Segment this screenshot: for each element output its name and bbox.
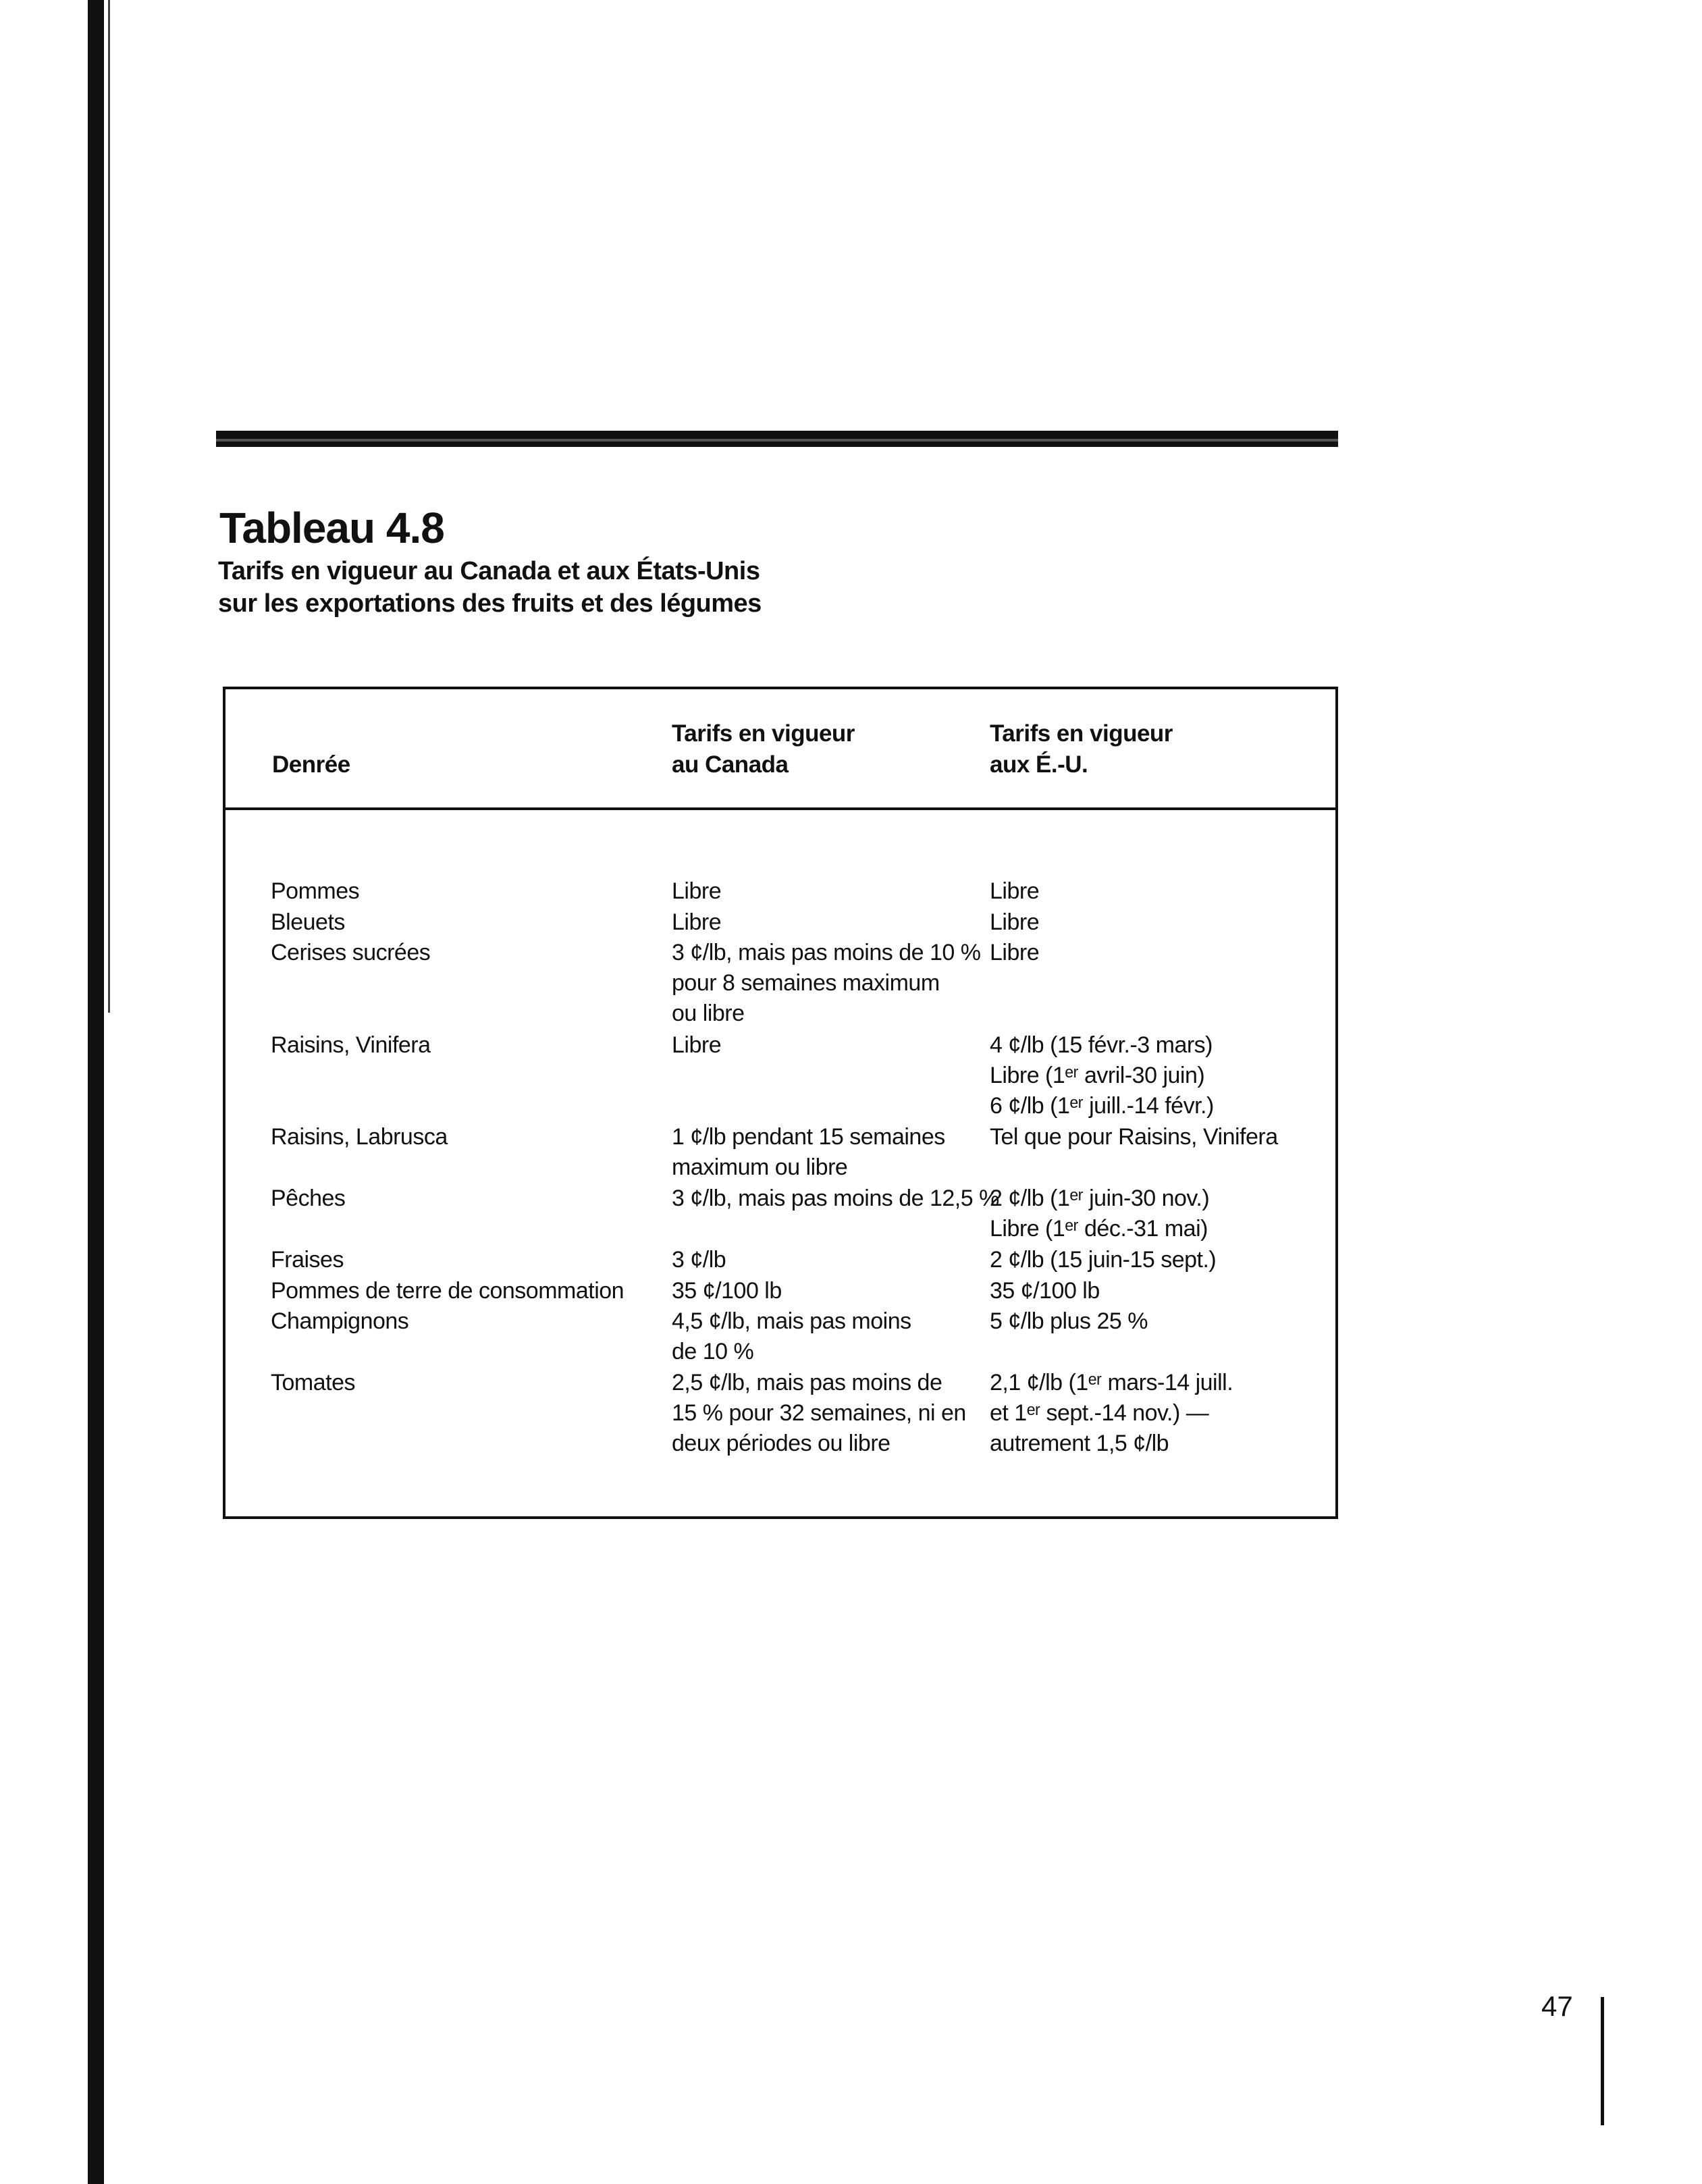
binding-edge bbox=[88, 0, 104, 2184]
table-title: Tableau 4.8 bbox=[219, 504, 444, 552]
header-us bbox=[990, 718, 1173, 780]
cell-commodity bbox=[271, 1245, 344, 1275]
cell-canada bbox=[672, 1030, 721, 1061]
cell-us bbox=[990, 938, 1039, 968]
cell-commodity-line: Raisins, Vinifera bbox=[271, 1032, 431, 1058]
cell-us-line: Libre bbox=[990, 940, 1040, 965]
binding-edge-line bbox=[108, 0, 110, 1013]
cell-us-line: 2,1 ¢/lb (1ᵉʳ mars-14 juill. bbox=[990, 1370, 1233, 1395]
cell-us bbox=[990, 1183, 1209, 1244]
cell-us bbox=[990, 1030, 1214, 1121]
cell-commodity-line: Pêches bbox=[271, 1186, 346, 1211]
page-number-rule bbox=[1601, 1997, 1604, 2125]
header-canada-line-1: Tarifs en vigueur bbox=[672, 720, 855, 747]
cell-commodity-line: Pommes bbox=[271, 878, 360, 904]
cell-canada bbox=[672, 1368, 966, 1459]
cell-canada-line: ou libre bbox=[672, 1001, 745, 1026]
cell-us-line: 2 ¢/lb (15 juin-15 sept.) bbox=[990, 1247, 1217, 1273]
cell-canada bbox=[672, 1276, 782, 1306]
header-us-line-2: aux É.-U. bbox=[990, 751, 1088, 778]
cell-us bbox=[990, 1306, 1148, 1337]
cell-us-line: Tel que pour Raisins, Vinifera bbox=[990, 1124, 1278, 1150]
cell-canada-line: 3 ¢/lb, mais pas moins de 12,5 % bbox=[672, 1186, 999, 1211]
cell-canada-line: Libre bbox=[672, 909, 722, 935]
cell-us bbox=[990, 1368, 1233, 1459]
page-number: 47 bbox=[1541, 1990, 1573, 2022]
cell-canada-line: 15 % pour 32 semaines, ni en bbox=[672, 1400, 966, 1426]
cell-us bbox=[990, 907, 1039, 938]
cell-canada bbox=[672, 938, 980, 1029]
cell-canada-line: 35 ¢/100 lb bbox=[672, 1277, 782, 1304]
cell-us-line: 2 ¢/lb (1ᵉʳ juin-30 nov.) bbox=[990, 1186, 1210, 1211]
cell-canada-line: 2,5 ¢/lb, mais pas moins de bbox=[672, 1370, 942, 1395]
cell-us bbox=[990, 1276, 1100, 1306]
header-commodity: Denrée bbox=[272, 751, 350, 778]
table-subtitle bbox=[218, 555, 762, 620]
cell-us-line: Libre bbox=[990, 878, 1040, 904]
cell-canada bbox=[672, 907, 721, 938]
cell-commodity bbox=[271, 1306, 408, 1337]
cell-commodity bbox=[271, 907, 345, 938]
cell-canada-line: 1 ¢/lb pendant 15 semaines bbox=[672, 1124, 945, 1150]
header-rule bbox=[223, 807, 1338, 810]
cell-commodity-line: Champignons bbox=[271, 1308, 409, 1334]
cell-canada-line: 3 ¢/lb, mais pas moins de 10 % bbox=[672, 940, 981, 965]
cell-canada bbox=[672, 1122, 945, 1183]
cell-us bbox=[990, 876, 1039, 907]
cell-canada-line: 3 ¢/lb bbox=[672, 1247, 726, 1273]
cell-canada-line: deux périodes ou libre bbox=[672, 1431, 890, 1456]
cell-canada-line: 4,5 ¢/lb, mais pas moins bbox=[672, 1308, 911, 1334]
top-rule-shade bbox=[216, 439, 1338, 442]
cell-canada-line: pour 8 semaines maximum bbox=[672, 970, 940, 996]
cell-canada bbox=[672, 1183, 999, 1214]
cell-commodity-line: Cerises sucrées bbox=[271, 940, 431, 965]
cell-us-line: Libre bbox=[990, 909, 1040, 935]
cell-us-line: Libre (1ᵉʳ déc.-31 mai) bbox=[990, 1216, 1208, 1242]
cell-commodity bbox=[271, 876, 359, 907]
cell-canada-line: Libre bbox=[672, 1032, 722, 1058]
cell-commodity-line: Bleuets bbox=[271, 909, 345, 935]
cell-commodity bbox=[271, 1122, 448, 1152]
cell-us-line: 35 ¢/100 lb bbox=[990, 1277, 1100, 1304]
cell-commodity-line: Raisins, Labrusca bbox=[271, 1124, 448, 1150]
cell-canada bbox=[672, 1306, 911, 1367]
header-canada bbox=[672, 718, 855, 780]
cell-us-line: 4 ¢/lb (15 févr.-3 mars) bbox=[990, 1032, 1213, 1058]
cell-us bbox=[990, 1245, 1216, 1275]
cell-canada-line: Libre bbox=[672, 878, 722, 904]
header-canada-line-2: au Canada bbox=[672, 751, 789, 778]
cell-commodity bbox=[271, 1368, 355, 1398]
cell-canada-line: maximum ou libre bbox=[672, 1154, 848, 1180]
cell-commodity bbox=[271, 1030, 431, 1061]
cell-canada bbox=[672, 1245, 726, 1275]
cell-us-line: et 1ᵉʳ sept.-14 nov.) — bbox=[990, 1400, 1209, 1426]
header-us-line-1: Tarifs en vigueur bbox=[990, 720, 1173, 747]
cell-commodity-line: Tomates bbox=[271, 1370, 355, 1395]
cell-us-line: 5 ¢/lb plus 25 % bbox=[990, 1308, 1148, 1334]
cell-commodity-line: Fraises bbox=[271, 1247, 344, 1273]
cell-commodity bbox=[271, 1183, 345, 1214]
cell-us-line: 6 ¢/lb (1ᵉʳ juill.-14 févr.) bbox=[990, 1092, 1214, 1119]
subtitle-line-2: sur les exportations des fruits et des légumes bbox=[218, 589, 762, 618]
cell-canada bbox=[672, 876, 721, 907]
cell-us-line: Libre (1ᵉʳ avril-30 juin) bbox=[990, 1062, 1205, 1088]
cell-commodity-line: Pommes de terre de consommation bbox=[271, 1277, 624, 1304]
cell-us-line: autrement 1,5 ¢/lb bbox=[990, 1431, 1169, 1456]
subtitle-line-1: Tarifs en vigueur au Canada et aux États-Unis bbox=[218, 557, 760, 585]
cell-canada-line: de 10 % bbox=[672, 1339, 754, 1364]
cell-us bbox=[990, 1122, 1278, 1152]
cell-commodity bbox=[271, 938, 430, 968]
cell-commodity bbox=[271, 1276, 624, 1306]
